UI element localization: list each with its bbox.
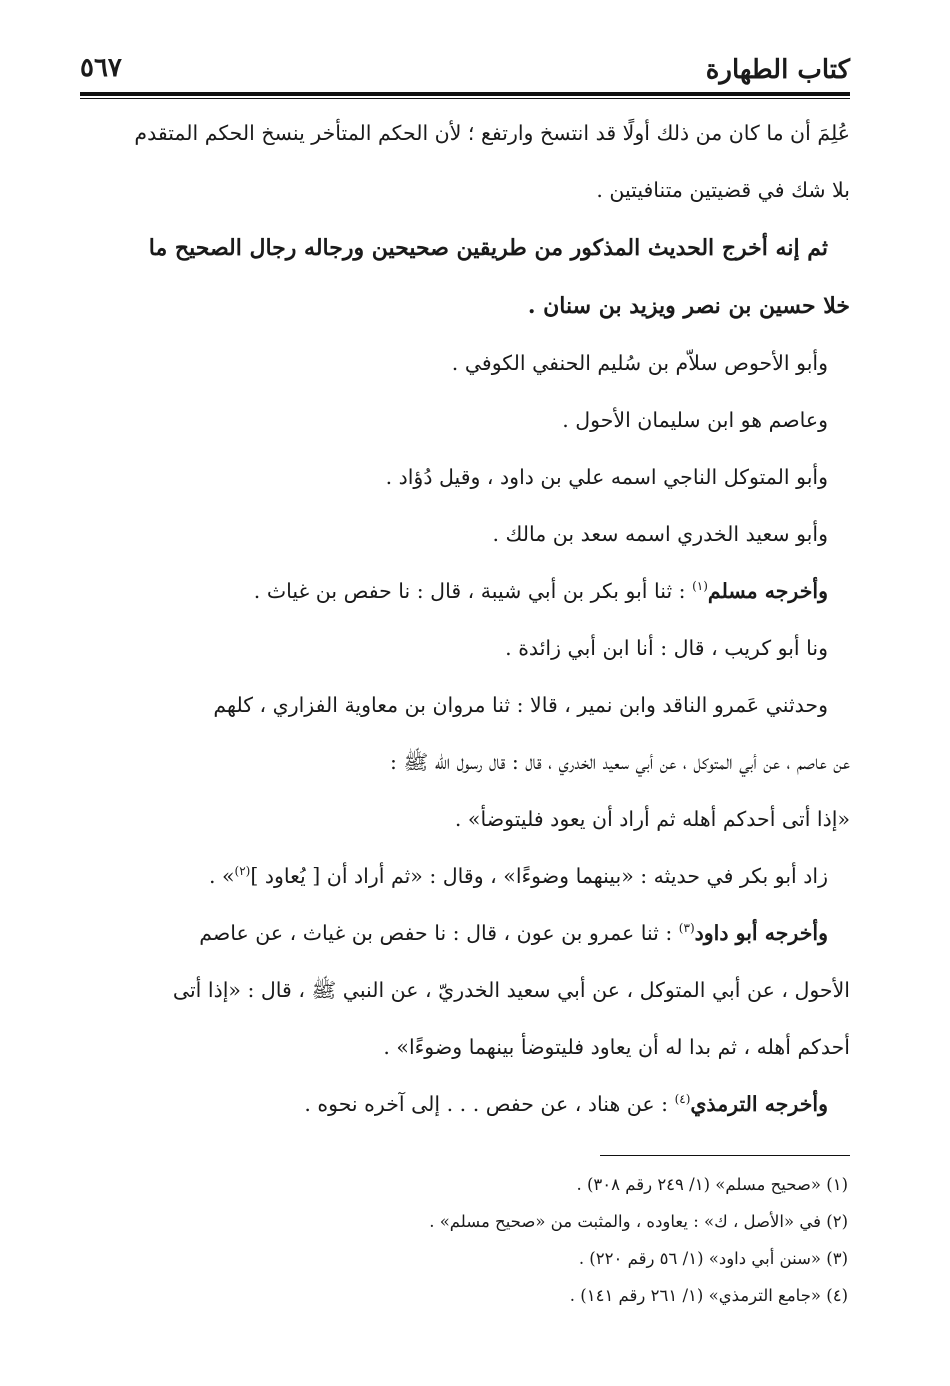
book-page: [80, 50, 850, 1314]
footnotes: [80, 1166, 850, 1314]
text-line: ثم إنه أخرج الحديث المذكور من طريقين صحيحين ورجاله رجال الصحيح ما: [148, 235, 828, 261]
source-label: وأخرجه مسلم: [707, 579, 828, 603]
text-line: «إذا أتى أحدكم أهله ثم أراد أن يعود فليتوضأ» .: [454, 807, 850, 831]
source-label: وأخرجه أبو داود: [694, 921, 828, 945]
footnote-2: (٢) في «الأصل ، ك» : يعاوده ، والمثبت من «صحيح مسلم» .: [429, 1212, 848, 1231]
header-rule: [80, 92, 850, 96]
paragraph-narrator-3: وأبو المتوكل الناجي اسمه علي بن داود ، وقيل دُؤاد .: [385, 465, 828, 489]
paragraph-hadith: [80, 677, 850, 848]
text-run: : عن هناد ، عن حفص . . . إلى آخره نحوه .: [304, 1092, 675, 1116]
header-rule-thin: [80, 98, 850, 99]
text-line: بلا شك في قضيتين متنافيتين .: [596, 178, 850, 202]
paragraph-1: [80, 105, 850, 219]
text-run: : ثنا أبو بكر بن أبي شيبة ، قال : نا حفص بن غياث .: [253, 579, 693, 603]
paragraph-muslim: [80, 563, 850, 620]
paragraph-narrator-1: وأبو الأحوص سلاّم بن سُليم الحنفي الكوفي .: [451, 351, 828, 375]
source-label: وأخرجه الترمذي: [690, 1092, 828, 1116]
text-run: : ثنا عمرو بن عون ، قال : نا حفص بن غياث ، عن عاصم: [199, 921, 679, 945]
page-number: ٥٦٧: [80, 53, 122, 83]
paragraph-abu-kurayb: ونا أبو كريب ، قال : أنا ابن أبي زائدة .: [505, 636, 828, 660]
footnote-ref[interactable]: (٤): [674, 1092, 691, 1107]
footnote-3: (٣) «سنن أبي داود» (١/ ٥٦ رقم ٢٢٠) .: [578, 1249, 848, 1268]
paragraph-addition: [80, 848, 850, 905]
commentary-paragraph: [80, 219, 850, 335]
text-run: زاد أبو بكر في حديثه : «بينهما وضوءًا» ، وقال : «ثم أراد أن [ يُعاود ]: [250, 864, 828, 888]
paragraph-abu-dawud: [80, 905, 850, 1076]
text-line: وحدثني عَمرو الناقد وابن نمير ، قالا : ثنا مروان بن معاوية الفزاري ، كلهم: [213, 693, 828, 717]
text-line: عن عاصم ، عن أبي المتوكل ، عن أبي سعيد الخدري ، قال : قال رسول الله ﷺ :: [390, 750, 850, 774]
paragraph-narrator-2: وعاصم هو ابن سليمان الأحول .: [562, 408, 828, 432]
footnote-4: (٤) «جامع الترمذي» (١/ ٢٦١ رقم ١٤١) .: [569, 1286, 848, 1305]
footnote-ref[interactable]: (٢): [234, 864, 251, 879]
paragraph-tirmidhi: [80, 1076, 850, 1133]
paragraph-narrator-4: وأبو سعيد الخدري اسمه سعد بن مالك .: [492, 522, 828, 546]
running-title: كتاب الطهارة: [705, 55, 850, 85]
text-run: » .: [208, 864, 235, 888]
footnote-1: (١) «صحيح مسلم» (١/ ٢٤٩ رقم ٣٠٨) .: [576, 1175, 848, 1194]
text-line: أحدكم أهله ، ثم بدا له أن يعاود فليتوضأ بينهما وضوءًا» .: [383, 1035, 850, 1059]
text-line: عُلِمَ أن ما كان من ذلك أولًا قد انتسخ وارتفع ؛ لأن الحكم المتأخر ينسخ الحكم المتقدم: [134, 121, 850, 145]
main-text: [80, 105, 850, 1133]
text-line: الأحول ، عن أبي المتوكل ، عن أبي سعيد الخدريّ ، عن النبي ﷺ ، قال : «إذا أتى: [172, 978, 850, 1002]
footnote-separator: [600, 1155, 850, 1156]
text-line: خلا حسين بن نصر ويزيد بن سنان .: [527, 293, 850, 319]
footnote-ref[interactable]: (١): [692, 579, 708, 594]
footnote-ref[interactable]: (٣): [678, 921, 695, 936]
page-header: [80, 50, 850, 92]
